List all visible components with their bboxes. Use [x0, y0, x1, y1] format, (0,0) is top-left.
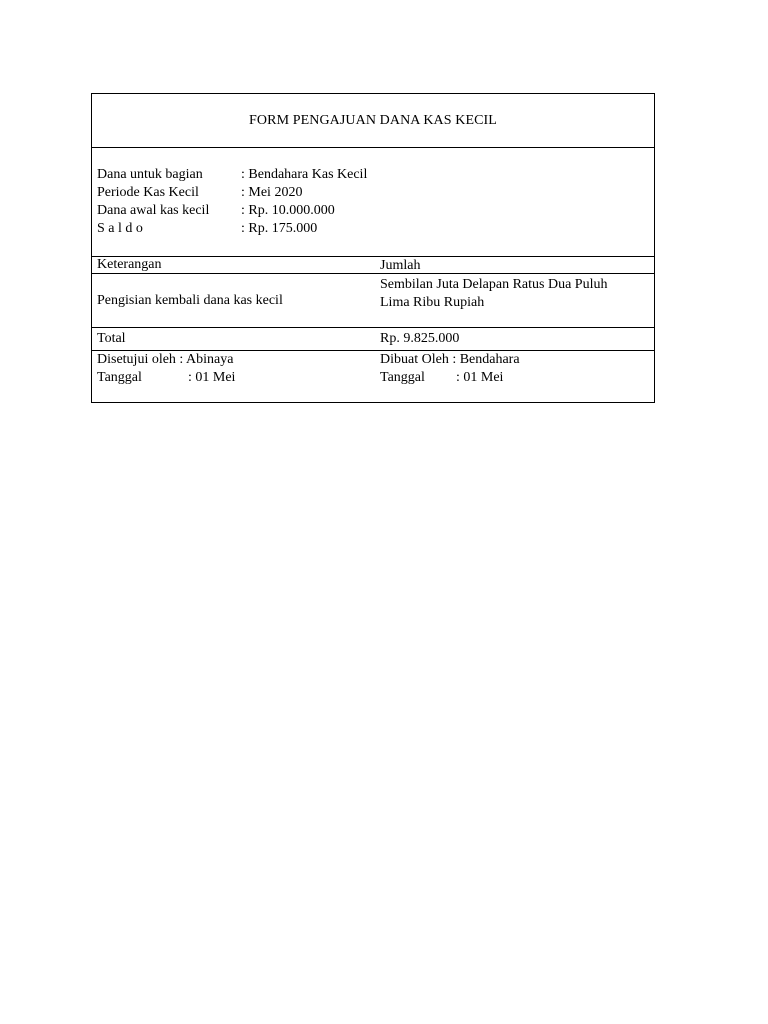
created-date [380, 369, 503, 387]
info-block [97, 166, 654, 238]
created-date-label: Tanggal [380, 370, 425, 385]
info-line-periode [97, 184, 654, 202]
created-date-value: : 01 Mei [456, 370, 504, 385]
header-jumlah: Jumlah [380, 258, 421, 273]
approved-date-label: Tanggal [97, 370, 142, 385]
approved-date [97, 369, 235, 387]
info-line-dana-awal [97, 202, 654, 220]
total-label: Total [97, 331, 126, 346]
header-keterangan: Keterangan [97, 257, 162, 272]
approved-by: Disetujui oleh : Abinaya [97, 352, 234, 367]
info-value: : Mei 2020 [241, 185, 303, 200]
table-header-row [92, 257, 654, 274]
petty-cash-form [91, 93, 655, 403]
total-row [92, 328, 654, 350]
info-label: Dana awal kas kecil [97, 203, 210, 218]
info-label: S a l d o [97, 221, 143, 236]
title-divider [92, 147, 654, 148]
info-value: : Bendahara Kas Kecil [241, 167, 368, 182]
info-label: Periode Kas Kecil [97, 185, 199, 200]
info-line-bagian [97, 166, 654, 184]
item-keterangan: Pengisian kembali dana kas kecil [97, 293, 283, 308]
total-value: Rp. 9.825.000 [380, 331, 460, 346]
approved-date-value: : 01 Mei [188, 370, 236, 385]
info-value: : Rp. 10.000.000 [241, 203, 335, 218]
form-title [92, 94, 654, 148]
form-title-text: FORM PENGAJUAN DANA KAS KECIL [249, 113, 497, 128]
item-jumlah-line2: Lima Ribu Rupiah [380, 295, 485, 310]
info-label: Dana untuk bagian [97, 167, 203, 182]
info-line-saldo [97, 220, 654, 238]
item-jumlah-line1: Sembilan Juta Delapan Ratus Dua Puluh [380, 277, 608, 292]
created-by: Dibuat Oleh : Bendahara [380, 352, 520, 367]
info-value: : Rp. 175.000 [241, 221, 318, 236]
signature-block [92, 351, 654, 403]
table-row [92, 274, 654, 327]
